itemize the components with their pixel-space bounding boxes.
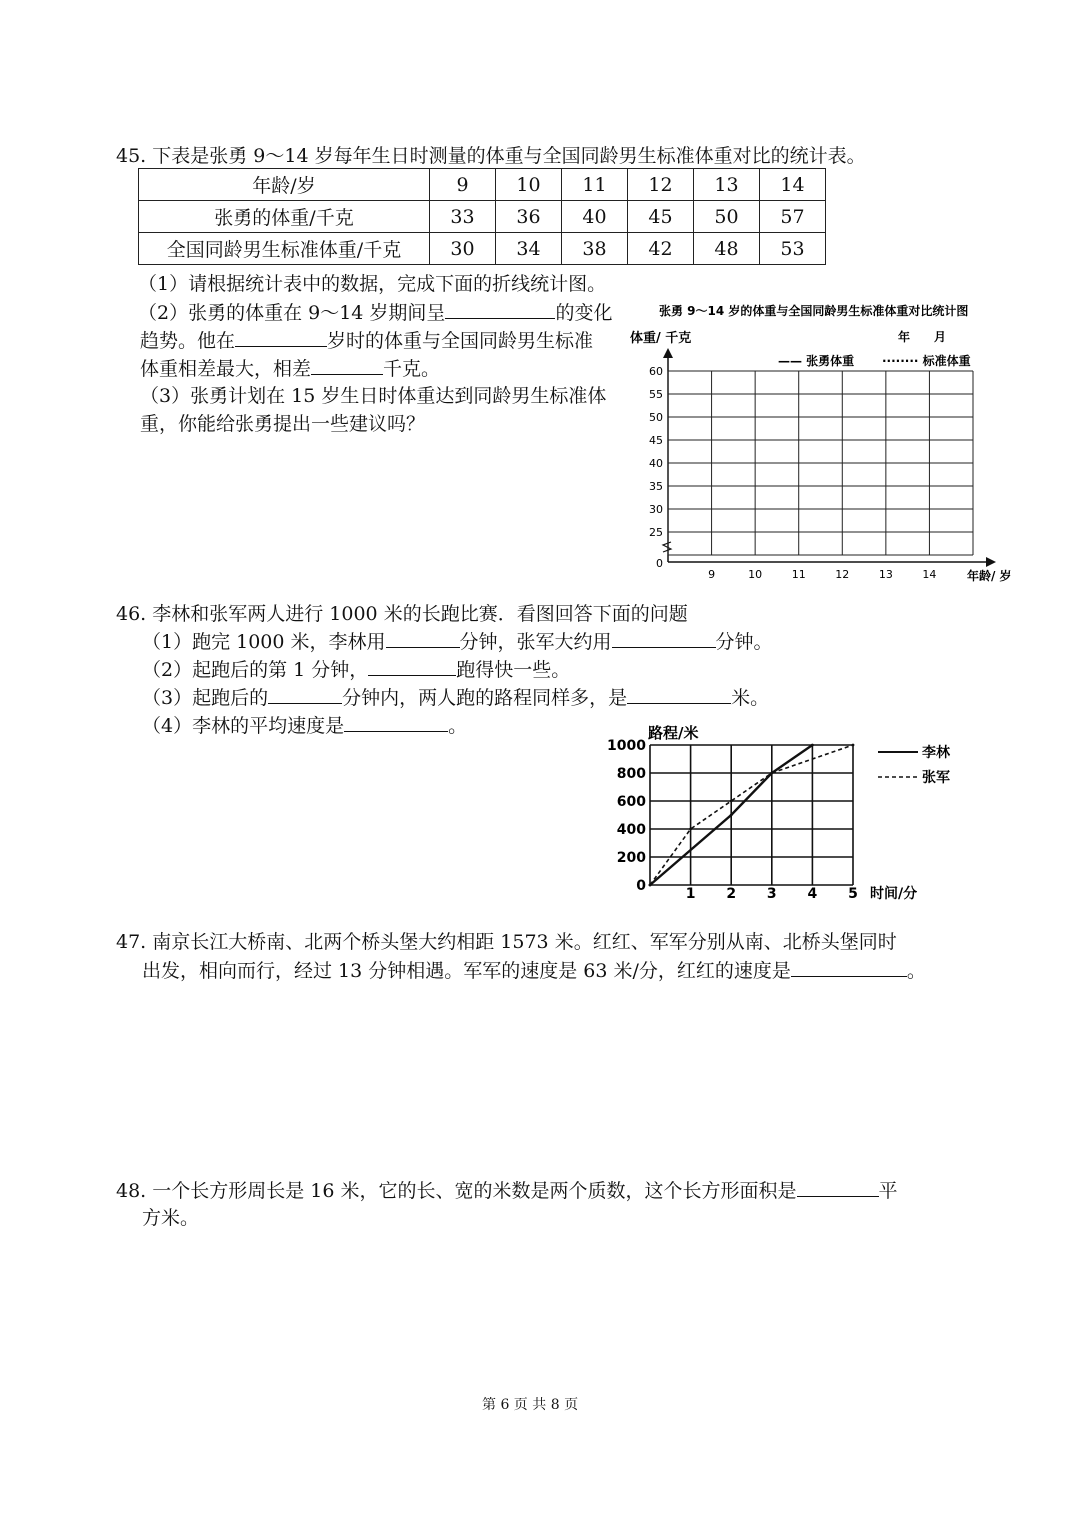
y-tick-label: 60 [649,365,663,378]
page-footer: 第 6 页 共 8 页 [482,1397,579,1413]
q45-part1: （1）请根据统计表中的数据，完成下面的折线统计图。 [138,273,607,295]
q45-text: 岁时的体重与全国同龄男生标准 [327,330,594,352]
q46-intro: 46. 李林和张军两人进行 1000 米的长跑比赛．看图回答下面的问题 [116,603,688,625]
answer-blank[interactable] [311,354,383,375]
table-cell: 11 [562,169,628,201]
q46-part1 [142,627,773,656]
table-cell: 12 [628,169,694,201]
chart-title: 张勇 9～14 岁的体重与全国同龄男生标准体重对比统计图 [659,304,969,318]
table-cell: 42 [628,233,694,265]
q46-text: 分钟内，两人跑的路程同样多，是 [342,687,628,709]
table-cell: 34 [496,233,562,265]
q47-text: 。 [906,960,926,982]
weight-table [138,168,826,265]
x-tick-label: 4 [807,886,818,902]
q46-text: 跑得快一些。 [456,659,571,681]
y-tick-label: 0 [656,557,663,570]
data-point [852,744,855,747]
q47-line2 [142,956,926,985]
q46-text: （4）李林的平均速度是 [142,715,345,737]
q45-intro: 45. 下表是张勇 9～14 岁每年生日时测量的体重与全国同龄男生标准体重对比的统计表。 [116,145,866,167]
y-tick-label: 45 [649,434,663,447]
answer-blank[interactable] [268,683,342,704]
y-tick-label: 40 [649,457,663,470]
x-tick-label: 10 [748,568,763,581]
q48-line2: 方米。 [142,1207,200,1229]
data-point [811,744,814,747]
q45-text: 趋势。他在 [140,330,236,352]
q46-text: 分钟。 [715,631,773,653]
q47-text: 出发，相向而行，经过 13 分钟相遇。军军的速度是 63 米/分，红红的速度是 [142,960,791,982]
q46-text: 。 [448,715,468,737]
data-point [770,772,773,775]
q46-part4 [142,711,467,740]
y-tick-label: 600 [616,794,646,810]
x-tick-label: 1 [685,886,696,902]
x-tick-label: 3 [766,886,777,902]
q48-text: 48. 一个长方形周长是 16 米，它的长、宽的米数是两个质数，这个长方形面积是 [116,1180,797,1202]
answer-blank[interactable] [235,326,327,347]
table-cell: 57 [760,201,826,233]
table-cell: 36 [496,201,562,233]
weight-chart [630,290,1030,590]
y-tick-label: 400 [616,822,646,838]
q45-part2-line2 [140,326,593,355]
data-point [730,800,733,803]
q45-text: 体重相差最大，相差 [140,358,312,380]
x-tick-label: 9 [708,568,716,581]
x-tick-label: 5 [848,886,858,902]
chart-series [649,744,855,887]
y-tick-label: 35 [649,480,663,493]
table-row [139,201,826,233]
answer-blank[interactable] [612,627,716,648]
table-row [139,169,826,201]
answer-blank[interactable] [627,683,731,704]
data-point [649,884,652,887]
table-row [139,233,826,265]
table-cell: 48 [694,233,760,265]
q45-text: 的变化 [555,302,613,324]
q46-text: 米。 [731,687,770,709]
y-axis-label: 体重/ 千克 [630,331,692,346]
table-cell: 45 [628,201,694,233]
x-tick-labels [708,568,936,581]
x-tick-label: 11 [791,568,806,581]
y-tick-label: 55 [649,388,663,401]
table-cell: 40 [562,201,628,233]
x-axis-label: 年龄/ 岁 [967,569,1012,583]
chart-grid [668,371,973,555]
x-axis-label: 时间/分 [870,886,918,902]
answer-blank[interactable] [344,711,448,732]
q45-part3-line2: 重，你能给张勇提出一些建议吗？ [140,413,426,435]
q48-line1 [116,1176,898,1205]
table-cell: 9 [430,169,496,201]
data-point [730,814,733,817]
data-point [689,828,692,831]
y-tick-label: 30 [649,503,663,516]
answer-blank[interactable] [368,655,456,676]
q46-part3 [142,683,769,712]
table-cell: 10 [496,169,562,201]
q48-text: 平 [878,1180,898,1202]
answer-blank[interactable] [791,956,907,977]
y-tick-label: 25 [649,526,663,539]
y-tick-label: 50 [649,411,663,424]
table-cell: 53 [760,233,826,265]
q46-text: （1）跑完 1000 米，李林用 [142,631,386,653]
x-axis-arrow [986,557,996,567]
table-cell: 38 [562,233,628,265]
y-axis-label: 路程/米 [648,724,699,742]
q45-part2-line1 [138,298,612,327]
x-tick-labels [686,886,858,902]
y-tick-labels [649,365,663,570]
table-cell: 50 [694,201,760,233]
table-cell: 14 [760,169,826,201]
y-tick-label: 800 [616,766,646,782]
table-row-label: 年龄/岁 [139,169,430,201]
q46-text: （3）起跑后的 [142,687,269,709]
legend-standard: ········ 标准体重 [882,354,971,368]
answer-blank[interactable] [797,1176,879,1197]
y-tick-label: 0 [636,878,646,894]
q46-text: （2）起跑后的第 1 分钟， [142,659,369,681]
distance-chart [600,718,980,904]
y-tick-label: 1000 [607,738,646,754]
answer-blank[interactable] [386,627,460,648]
table-cell: 33 [430,201,496,233]
q45-text: （2）张勇的体重在 9～14 岁期间呈 [138,302,446,324]
q45-part3-line1: （3）张勇计划在 15 岁生日时体重达到同龄男生标准体 [140,385,607,407]
x-tick-label: 14 [922,568,937,581]
legend-lilin: 李林 [922,745,950,761]
table-cell: 30 [430,233,496,265]
table-cell: 13 [694,169,760,201]
y-tick-label: 200 [616,850,646,866]
q45-text: 千克。 [383,358,441,380]
legend-zhangjun: 张军 [922,770,950,786]
table-row-label: 张勇的体重/千克 [139,201,430,233]
series-line-zhangjun [650,745,853,885]
q46-part2 [142,655,570,684]
y-tick-labels [607,738,646,894]
answer-blank[interactable] [445,298,555,319]
x-tick-label: 13 [878,568,893,581]
table-row-label: 全国同龄男生标准体重/千克 [139,233,430,265]
q46-text: 分钟，张军大约用 [459,631,612,653]
y-axis-arrow [663,348,673,358]
x-tick-label: 2 [726,886,737,902]
chart-grid [650,745,853,885]
axis-break-icon [663,542,671,552]
legend-zhangyong: —— 张勇体重 [778,354,855,368]
date-label: 年 月 [898,330,947,344]
x-tick-label: 12 [835,568,850,581]
q45-part2-line3 [140,354,440,383]
q47-line1: 47. 南京长江大桥南、北两个桥头堡大约相距 1573 米。红红、军军分别从南、北桥头堡同时 [116,931,897,953]
